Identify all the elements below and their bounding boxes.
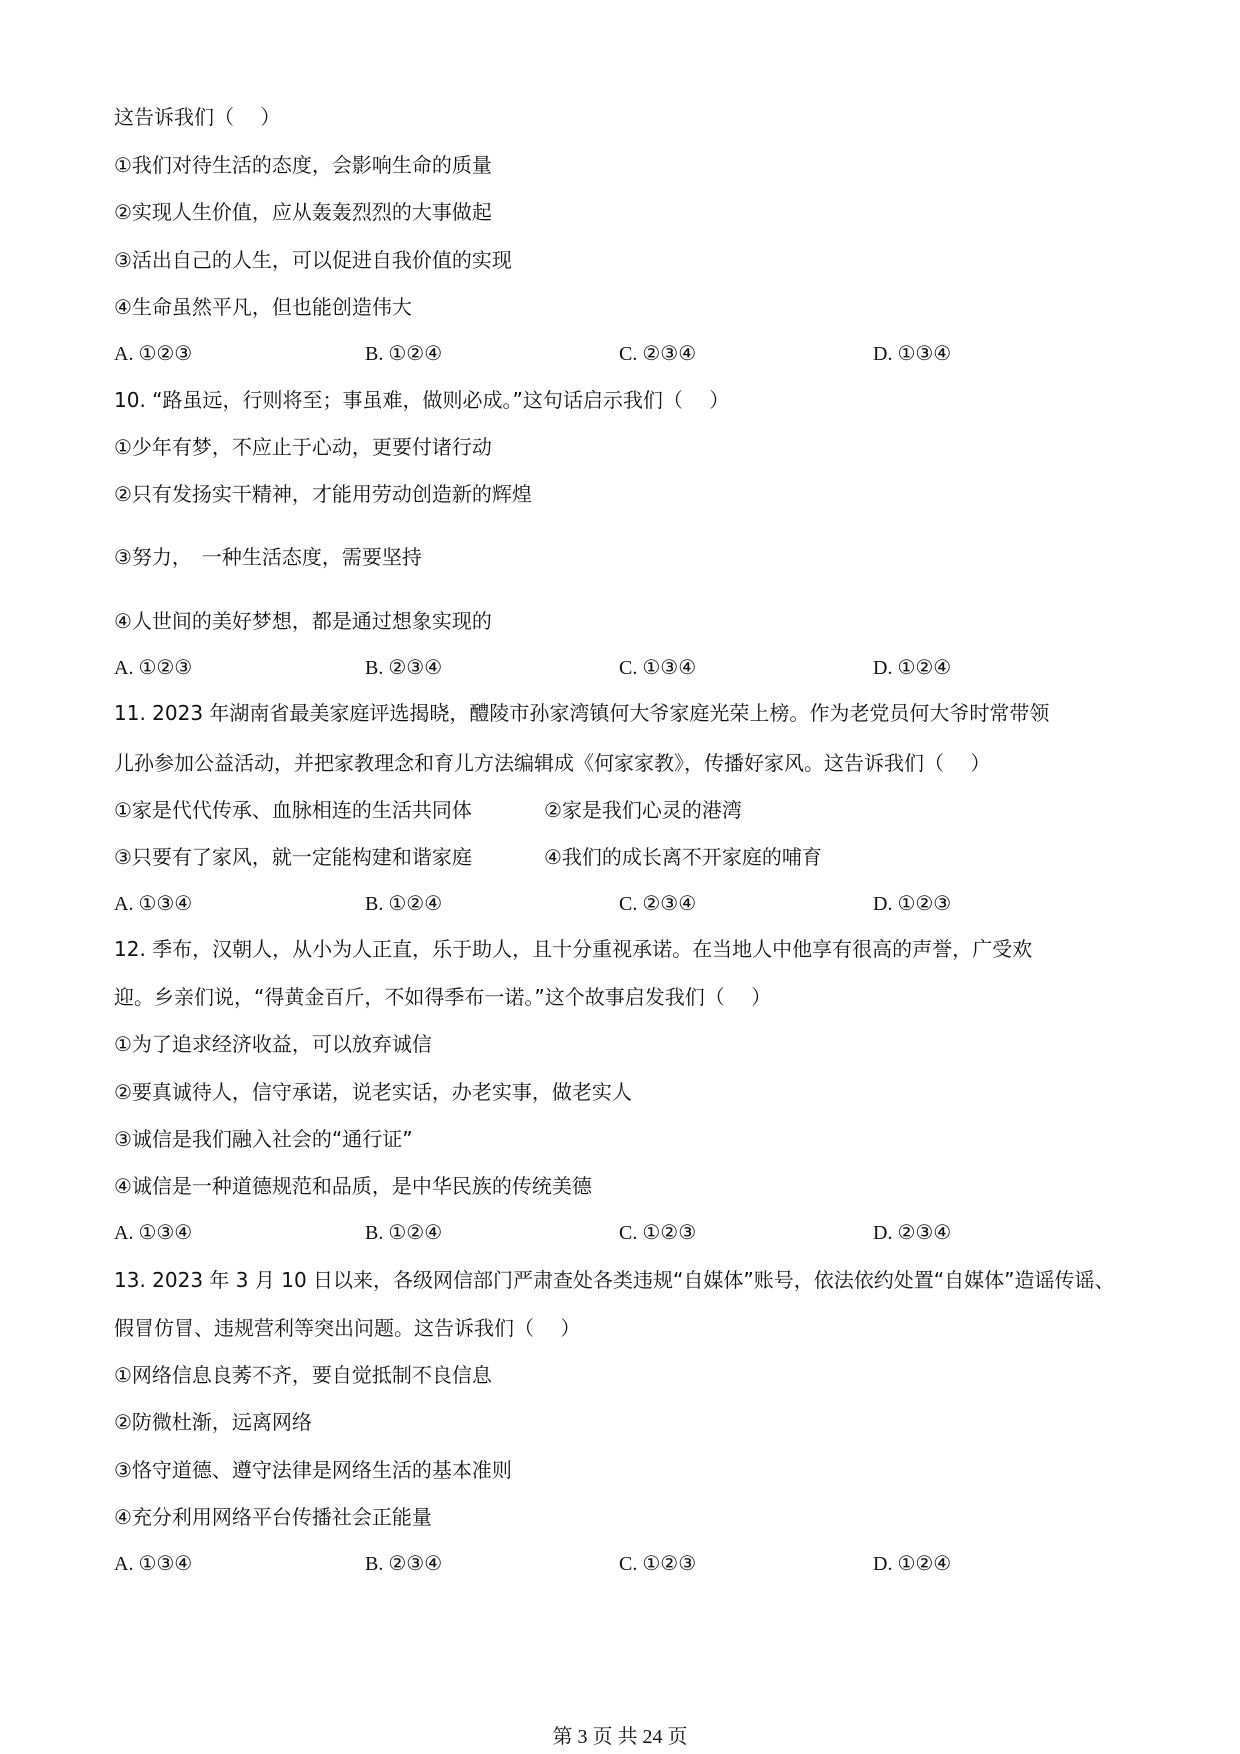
q13-stem-line-1: 13. 2023 年 3 月 10 日以来，各级网信部门严肃查处各类违规“自媒体”账号，依法依约处置“自媒体”造谣传谣、: [114, 1268, 1115, 1292]
q12-stem-line-2: 迎。乡亲们说，“得黄金百斤，不如得季布一诺。”这个故事启发我们（ ）: [114, 985, 772, 1009]
q10-option-b[interactable]: B. ②③④: [365, 657, 443, 679]
q13-option-a[interactable]: A. ①③④: [114, 1553, 193, 1575]
q13-option-b[interactable]: B. ②③④: [365, 1553, 443, 1575]
q12-option-b[interactable]: B. ①②④: [365, 1222, 443, 1244]
q11-option-b[interactable]: B. ①②④: [365, 893, 443, 915]
q13-item-4: ④充分利用网络平台传播社会正能量: [114, 1505, 432, 1529]
q12-item-2: ②要真诚待人，信守承诺，说老实话，办老实事，做老实人: [114, 1080, 632, 1104]
q11-item-4: ④我们的成长离不开家庭的哺育: [544, 845, 822, 869]
q9-item-3: ③活出自己的人生，可以促进自我价值的实现: [114, 248, 512, 272]
q9-item-1: ①我们对待生活的态度，会影响生命的质量: [114, 153, 492, 177]
q10-item-3: ③努力， 一种生活态度，需要坚持: [114, 545, 422, 569]
q11-stem-line-1: 11. 2023 年湖南省最美家庭评选揭晓，醴陵市孙家湾镇何大爷家庭光荣上榜。作为老党员何大爷时常带领: [114, 701, 1050, 725]
q12-option-c[interactable]: C. ①②③: [619, 1222, 697, 1244]
q13-item-2: ②防微杜渐，远离网络: [114, 1410, 312, 1434]
q9-item-4: ④生命虽然平凡，但也能创造伟大: [114, 295, 412, 319]
q12-option-a[interactable]: A. ①③④: [114, 1222, 193, 1244]
page-number-footer: 第 3 页 共 24 页: [552, 1726, 688, 1748]
q12-stem-line-1: 12. 季布，汉朝人，从小为人正直，乐于助人，且十分重视承诺。在当地人中他享有很高的声誉，广受欢: [114, 937, 1033, 961]
q10-item-2: ②只有发扬实干精神，才能用劳动创造新的辉煌: [114, 482, 532, 506]
q9-option-c[interactable]: C. ②③④: [619, 343, 697, 365]
q10-item-1: ①少年有梦，不应止于心动，更要付诸行动: [114, 435, 492, 459]
q13-option-c[interactable]: C. ①②③: [619, 1553, 697, 1575]
q12-option-d[interactable]: D. ②③④: [873, 1222, 952, 1244]
q13-item-3: ③恪守道德、遵守法律是网络生活的基本准则: [114, 1458, 512, 1482]
q9-item-2: ②实现人生价值，应从轰轰烈烈的大事做起: [114, 200, 492, 224]
q10-stem: 10. “路虽远，行则将至；事虽难，做则必成。”这句话启示我们（ ）: [114, 388, 730, 412]
q9-option-b[interactable]: B. ①②④: [365, 343, 443, 365]
q13-stem-line-2: 假冒仿冒、违规营利等突出问题。这告诉我们（ ）: [114, 1316, 581, 1340]
q11-item-1: ①家是代代传承、血脉相连的生活共同体: [114, 798, 472, 822]
q9-stem-tail: 这告诉我们（ ）: [114, 105, 281, 129]
q11-option-d[interactable]: D. ①②③: [873, 893, 952, 915]
q9-option-d[interactable]: D. ①③④: [873, 343, 952, 365]
q10-option-a[interactable]: A. ①②③: [114, 657, 193, 679]
q12-item-1: ①为了追求经济收益，可以放弃诚信: [114, 1032, 432, 1056]
q12-item-3: ③诚信是我们融入社会的“通行证”: [114, 1127, 413, 1151]
q12-item-4: ④诚信是一种道德规范和品质，是中华民族的传统美德: [114, 1174, 592, 1198]
q10-option-d[interactable]: D. ①②④: [873, 657, 952, 679]
q11-option-a[interactable]: A. ①③④: [114, 893, 193, 915]
q11-stem-line-2: 儿孙参加公益活动，并把家教理念和育儿方法编辑成《何家家教》，传播好家风。这告诉我们（ ）: [114, 751, 991, 775]
q11-item-3: ③只要有了家风，就一定能构建和谐家庭: [114, 845, 472, 869]
q13-option-d[interactable]: D. ①②④: [873, 1553, 952, 1575]
q11-item-2: ②家是我们心灵的港湾: [544, 798, 742, 822]
q9-option-a[interactable]: A. ①②③: [114, 343, 193, 365]
q11-option-c[interactable]: C. ②③④: [619, 893, 697, 915]
q13-item-1: ①网络信息良莠不齐，要自觉抵制不良信息: [114, 1363, 492, 1387]
q10-item-4: ④人世间的美好梦想，都是通过想象实现的: [114, 609, 492, 633]
q10-option-c[interactable]: C. ①③④: [619, 657, 697, 679]
